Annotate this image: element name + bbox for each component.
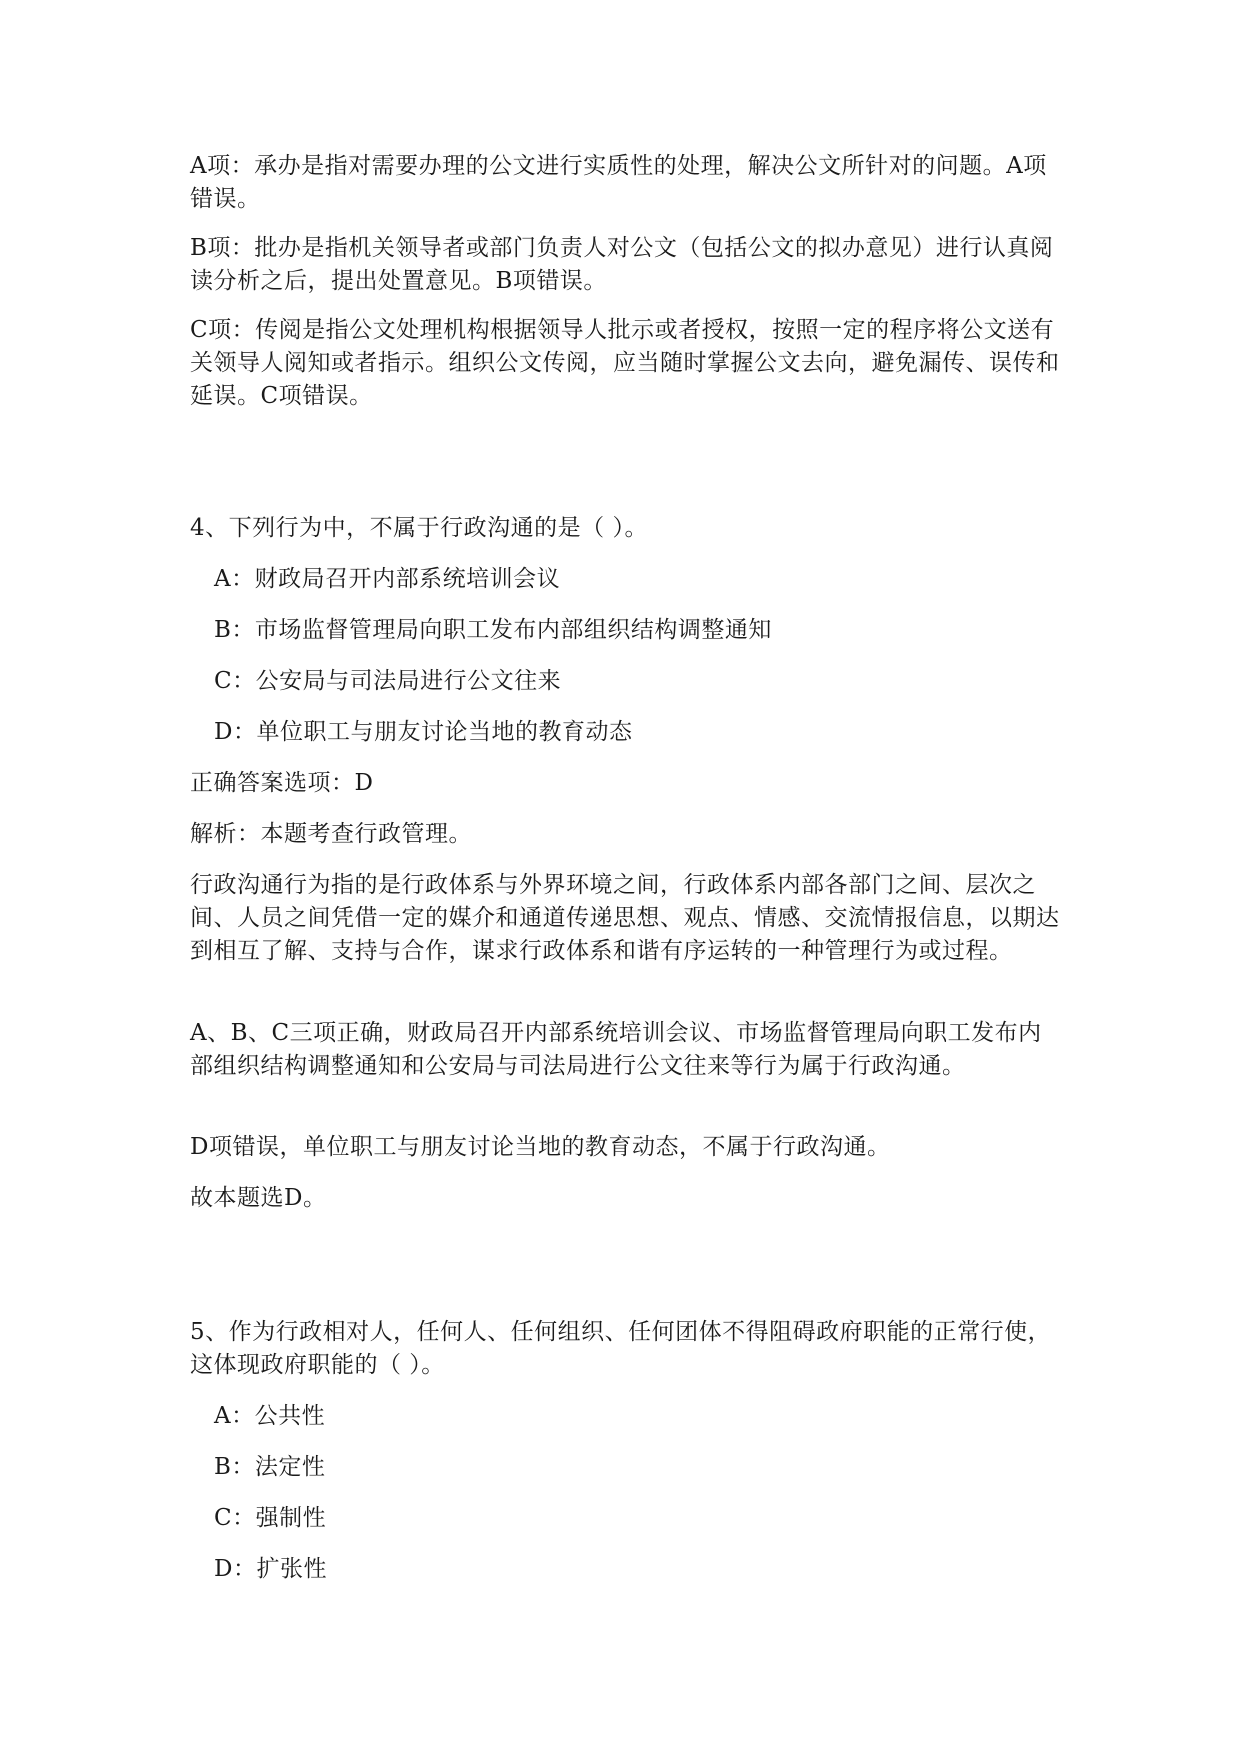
q5-option-c: C：强制性	[214, 1505, 327, 1531]
q5-option-b: B：法定性	[214, 1454, 326, 1480]
q4-answer: 正确答案选项：D	[190, 770, 374, 796]
q4-analysis-4: 故本题选D。	[190, 1185, 327, 1211]
q4-option-c: C：公安局与司法局进行公文往来	[214, 668, 562, 694]
q4-analysis-1: 行政沟通行为指的是行政体系与外界环境之间，行政体系内部各部门之间、层次之间、人员之间凭借一定的媒介和通道传递思想、观点、情感、交流情报信息，以期达到相互了解、支持与合作，谋求行政体系和谐有序运转的一种管理行为或过程。	[190, 872, 1060, 964]
prev-analysis-b: B项：批办是指机关领导者或部门负责人对公文（包括公文的拟办意见）进行认真阅读分析之后，提出处置意见。B项错误。	[190, 235, 1054, 294]
q5-option-d: D：扩张性	[214, 1556, 327, 1582]
prev-analysis-c: C项：传阅是指公文处理机构根据领导人批示或者授权，按照一定的程序将公文送有关领导人阅知或者指示。组织公文传阅，应当随时掌握公文去向，避免漏传、误传和延误。C项错误。	[190, 317, 1060, 409]
q4-option-b: B：市场监督管理局向职工发布内部组织结构调整通知	[214, 617, 772, 643]
q4-question: 4、下列行为中，不属于行政沟通的是（ ）。	[190, 515, 648, 541]
q5-question: 5、作为行政相对人，任何人、任何组织、任何团体不得阻碍政府职能的正常行使，这体现政府职能的（ ）。	[190, 1319, 1052, 1378]
q4-option-a: A：财政局召开内部系统培训会议	[214, 566, 561, 592]
q4-analysis-2: A、B、C三项正确，财政局召开内部系统培训会议、市场监督管理局向职工发布内部组织结构调整通知和公安局与司法局进行公文往来等行为属于行政沟通。	[190, 1020, 1042, 1079]
q4-analysis-3: D项错误，单位职工与朋友讨论当地的教育动态，不属于行政沟通。	[190, 1134, 891, 1160]
prev-analysis-a: A项：承办是指对需要办理的公文进行实质性的处理，解决公文所针对的问题。A项错误。	[190, 153, 1047, 212]
q4-analysis-title: 解析：本题考查行政管理。	[190, 821, 472, 847]
q4-option-d: D：单位职工与朋友讨论当地的教育动态	[214, 719, 633, 745]
q5-option-a: A：公共性	[214, 1403, 326, 1429]
